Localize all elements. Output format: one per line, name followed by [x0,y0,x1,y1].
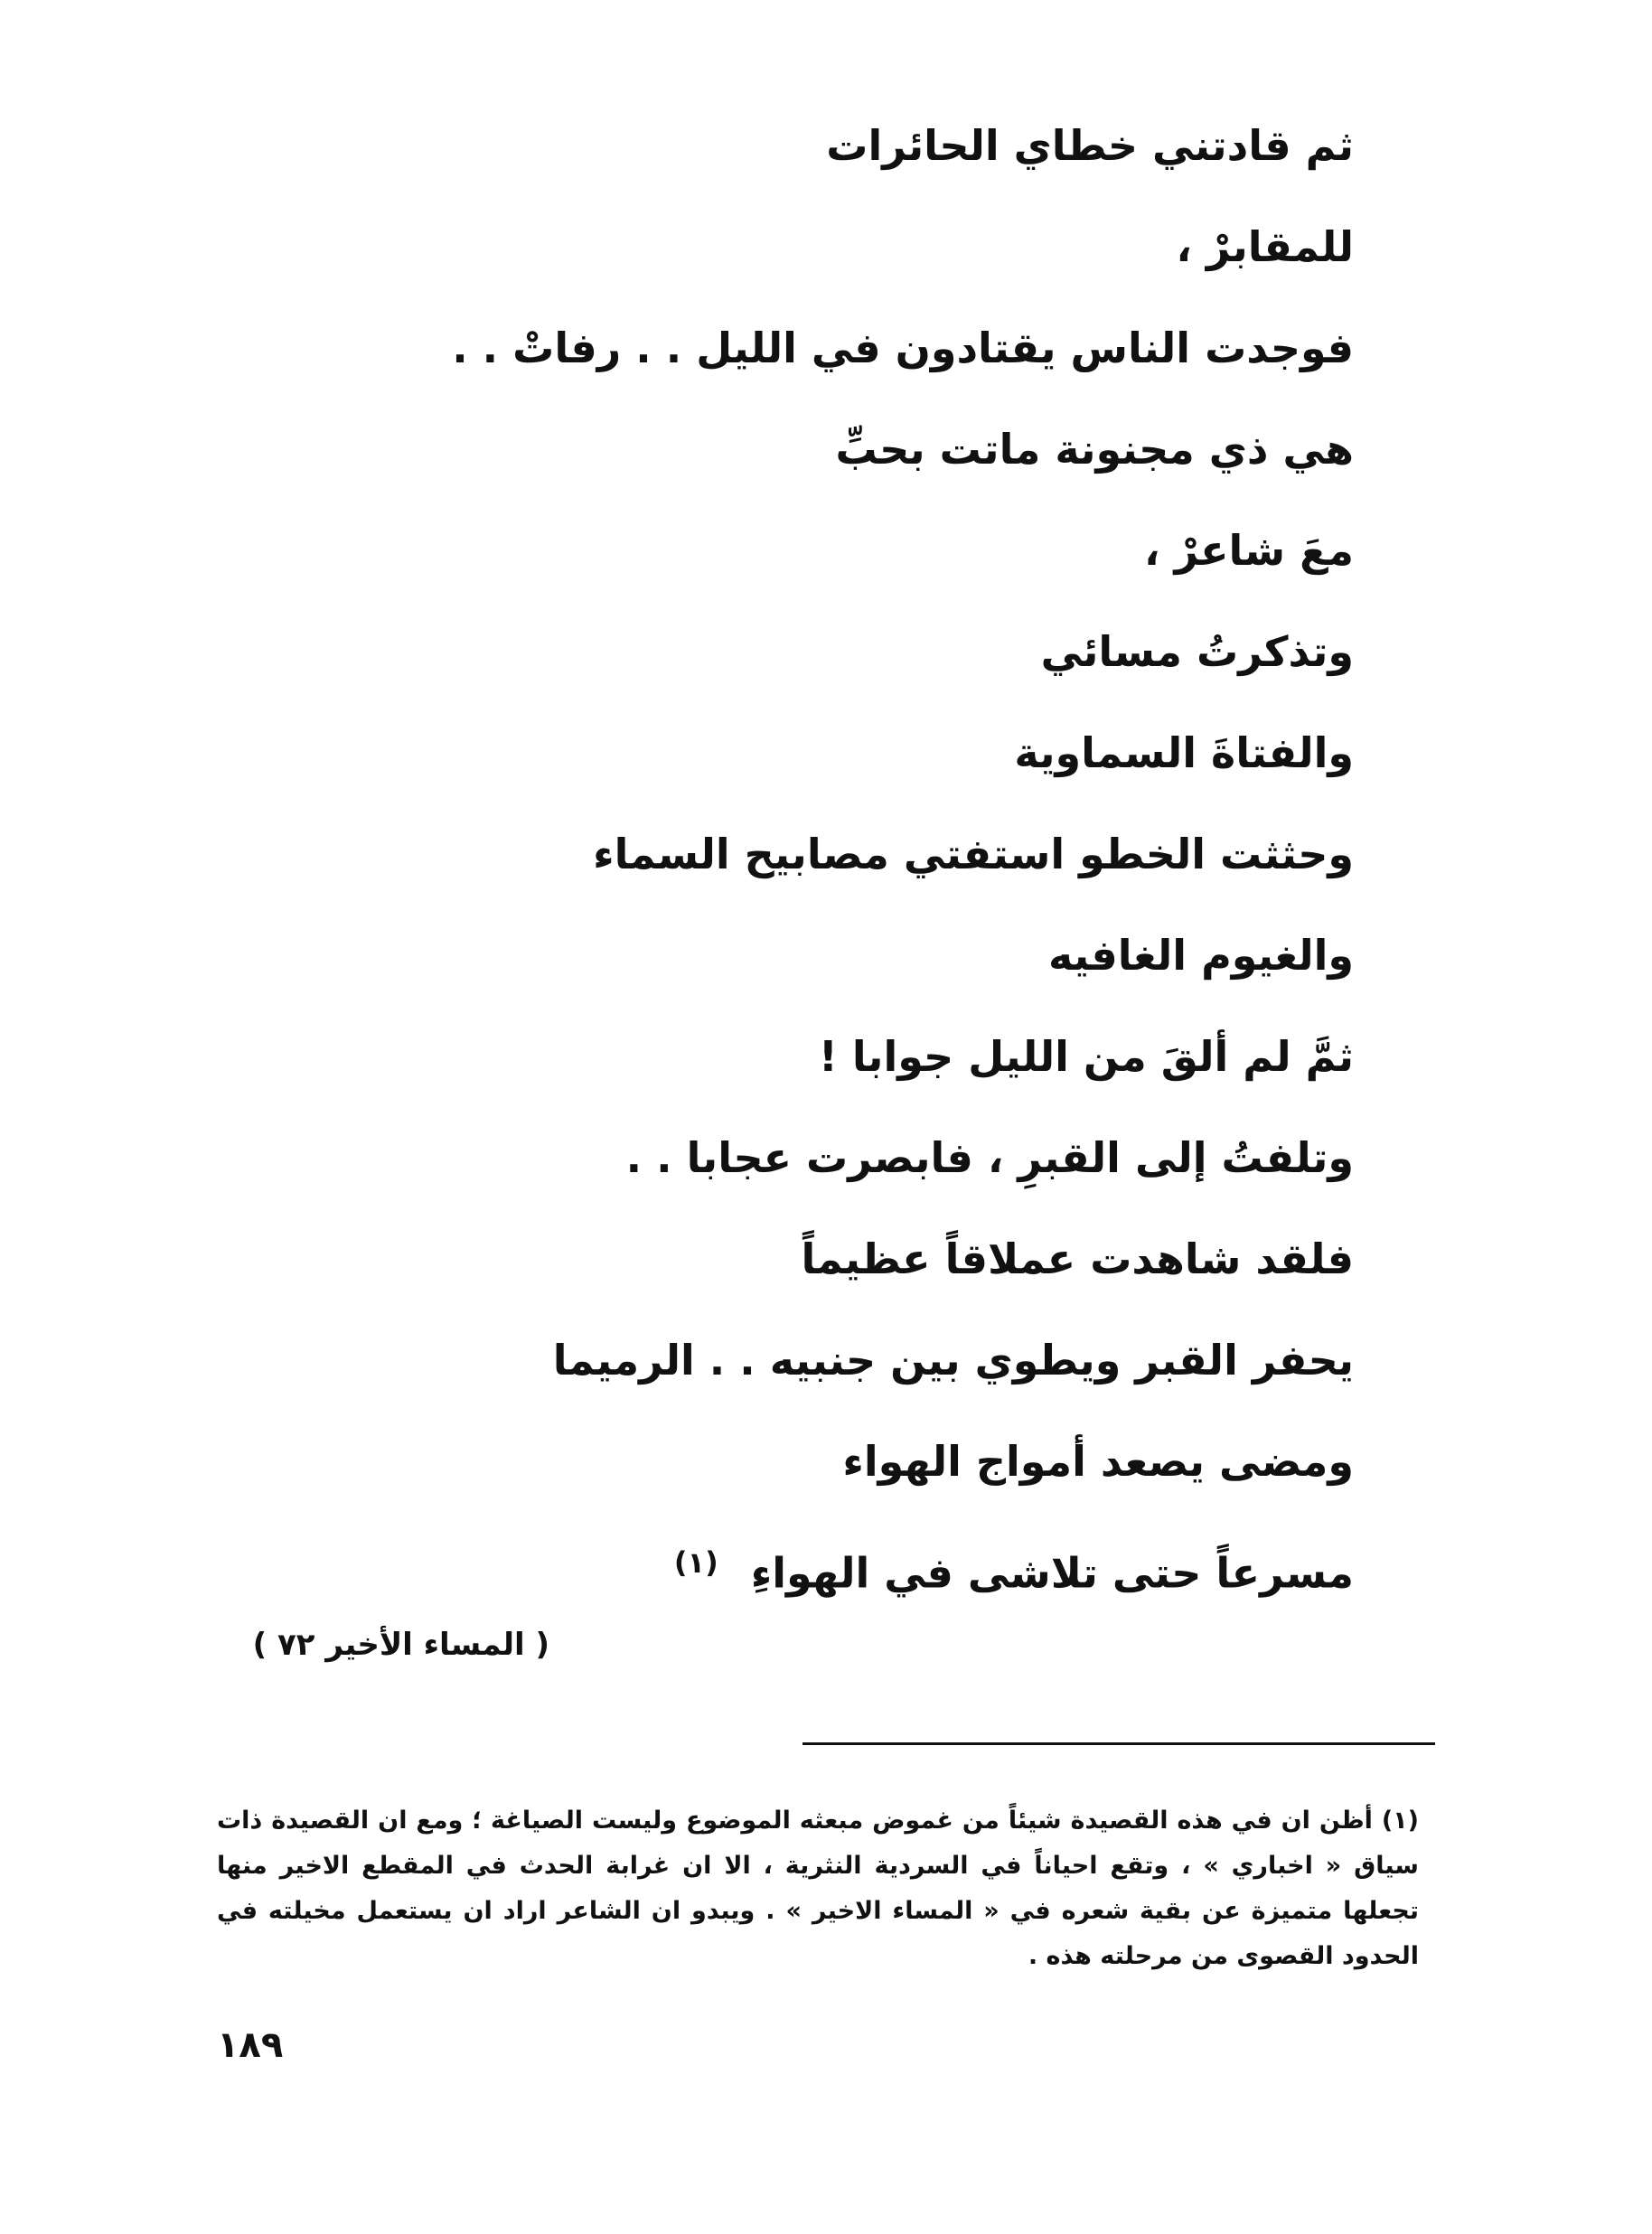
verse-line: معَ شاعرْ ، [1144,526,1354,575]
verse-line: وحثثت الخطو استفتي مصابيح السماء [593,830,1354,878]
verse-line: ثمَّ لم ألقَ من الليل جوابا ! [818,1032,1354,1081]
footnote-marker: (١) [673,1545,718,1580]
verse-line: والفتاةَ السماوية [1014,728,1354,777]
verse-line: وتلفتُ إلى القبرِ ، فابصرت عجابا . . [625,1133,1354,1182]
page-number: ١٨٩ [217,2024,284,2066]
verse-text: مسرعاً حتى تلاشى في الهواءِ [750,1548,1354,1598]
verse-line-last [360,1512,1354,1613]
verse-line: ثم قادتني خطاي الحائرات [826,121,1354,170]
verse-line: للمقابرْ ، [1176,222,1354,271]
footnote-text: (١) أظن ان في هذه القصيدة شيئاً من غموض مبعثه الموضوع وليست الصياغة ؛ ومع ان القصيدة ذات سياق « اخباري » ، وتقع احياناً في السردية النثرية ، الا ان غرابة الحدث في المقطع الاخير منها تجعلها متميزة عن بقية شعره في « المساء الاخير » . ويبدو ان الشاعر اراد ان يستعمل مخيلته في الحدود القصوى من مرحلته هذه . [217,1807,1419,1970]
poem-verses [360,95,1354,1613]
verse-line: ومضى يصعد أمواج الهواء [842,1437,1354,1486]
verse-line: فوجدت الناس يقتادون في الليل . . رفاتْ . . [452,324,1354,372]
verse-line: يحفر القبر ويطوي بين جنبيه . . الرميما [552,1336,1354,1385]
source-citation: ( المساء الأخير ٧٢ ) [252,1627,549,1663]
verse-line: فلقد شاهدت عملاقاً عظيماً [801,1234,1354,1283]
footnote-divider [803,1742,1435,1745]
verse-line: هي ذي مجنونة ماتت بحبِّ [835,425,1354,474]
verse-line: والغيوم الغافيه [1047,931,1354,980]
verse-line: وتذكرتُ مسائي [1040,627,1354,676]
